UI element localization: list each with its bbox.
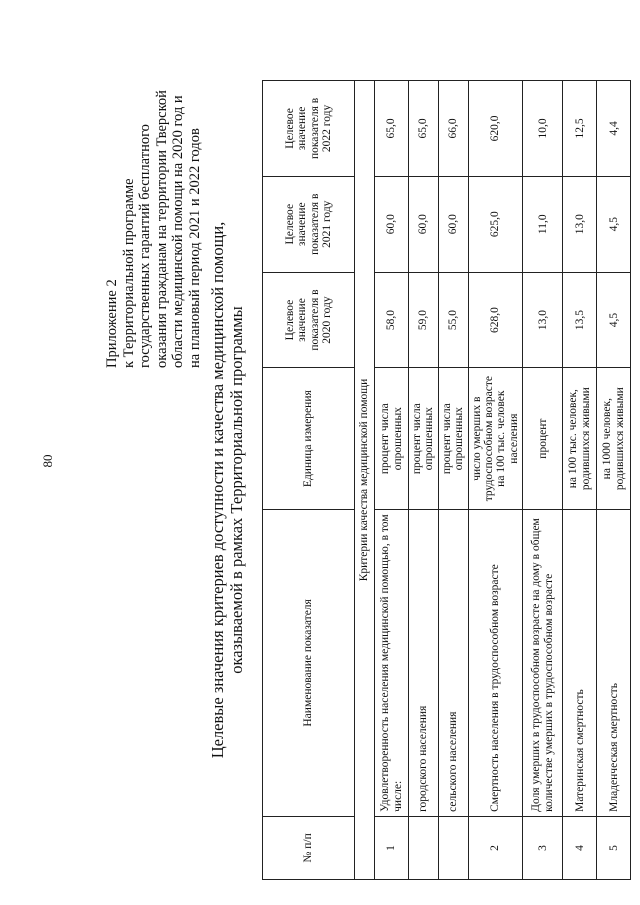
cell-unit: процент числа опрошенных	[375, 368, 409, 510]
cell-2022: 620,0	[468, 81, 523, 177]
cell-name: городского населения	[409, 509, 439, 816]
cell-name: сельского населения	[438, 509, 468, 816]
cell-unit: число умерших в трудоспособном возрасте на 100 тыс. человек населения	[468, 368, 523, 510]
cell-2021: 11,0	[523, 176, 563, 272]
header-2021: Целевое значение показателя в 2021 году	[263, 176, 355, 272]
section-row	[355, 81, 375, 880]
appendix-line: Приложение 2	[104, 279, 120, 368]
cell-2020: 4,5	[597, 272, 631, 368]
cell-2020: 59,0	[409, 272, 439, 368]
cell-2020: 13,0	[523, 272, 563, 368]
table-header-row	[263, 81, 355, 880]
header-2020: Целевое значение показателя в 2020 году	[263, 272, 355, 368]
table-row	[375, 81, 409, 880]
cell-2022: 65,0	[409, 81, 439, 177]
table-row	[409, 81, 439, 880]
cell-2022: 65,0	[375, 81, 409, 177]
title-line: Целевые значения критериев доступности и качества медицинской помощи,	[208, 221, 227, 759]
appendix-line: государственных гарантий бесплатного	[137, 124, 154, 368]
table-row	[597, 81, 631, 880]
header-unit: Единица измерения	[263, 368, 355, 510]
cell-unit: процент числа опрошенных	[409, 368, 439, 510]
cell-unit: на 1000 человек, родившихся живыми	[597, 368, 631, 510]
appendix-line: оказания гражданам на территории Тверской	[153, 90, 170, 368]
title-line: оказываемой в рамках Территориальной программы	[226, 306, 246, 674]
cell-num	[409, 816, 439, 879]
table-row	[523, 81, 563, 880]
cell-unit: процент числа опрошенных	[438, 368, 468, 510]
cell-num: 4	[563, 816, 597, 879]
cell-2022: 66,0	[438, 81, 468, 177]
cell-2021: 60,0	[375, 176, 409, 272]
cell-name: Удовлетворенность населения медицинской помощью, в том числе:	[375, 509, 409, 816]
cell-2021: 625,0	[468, 176, 523, 272]
cell-num: 1	[375, 816, 409, 879]
page-number: 80	[40, 454, 55, 468]
cell-num: 2	[468, 816, 523, 879]
appendix-line: на плановый период 2021 и 2022 годов	[186, 128, 203, 368]
cell-num: 5	[597, 816, 631, 879]
section-title: Критерии качества медицинской помощи	[355, 81, 375, 880]
table-row	[563, 81, 597, 880]
cell-unit: процент	[523, 368, 563, 510]
cell-unit: на 100 тыс. человек, родившихся живыми	[563, 368, 597, 510]
cell-2020: 55,0	[438, 272, 468, 368]
appendix-line: области медицинской помощи на 2020 год и	[170, 95, 187, 368]
cell-name: Смертность населения в трудоспособном возрасте	[468, 509, 523, 816]
table-row	[438, 81, 468, 880]
document-title	[209, 100, 246, 880]
header-2022: Целевое значение показателя в 2022 году	[263, 81, 355, 177]
cell-name: Доля умерших в трудоспособном возрасте на дому в общем количестве умерших в трудоспособном возрасте	[523, 509, 563, 816]
cell-2020: 58,0	[375, 272, 409, 368]
cell-num	[438, 816, 468, 879]
cell-name: Младенческая смертность	[597, 509, 631, 816]
cell-2021: 60,0	[438, 176, 468, 272]
header-num: № п/п	[263, 816, 355, 879]
cell-2021: 60,0	[409, 176, 439, 272]
cell-2020: 13,5	[563, 272, 597, 368]
cell-2022: 10,0	[523, 81, 563, 177]
cell-name: Материнская смертность	[563, 509, 597, 816]
cell-2021: 4,5	[597, 176, 631, 272]
cell-num: 3	[523, 816, 563, 879]
appendix-header	[104, 38, 204, 368]
header-name: Наименование показателя	[263, 509, 355, 816]
cell-2022: 4,4	[597, 81, 631, 177]
criteria-table	[262, 80, 631, 880]
cell-2020: 628,0	[468, 272, 523, 368]
table-row	[468, 81, 523, 880]
appendix-line: к Территориальной программе	[120, 178, 137, 368]
cell-2022: 12,5	[563, 81, 597, 177]
cell-2021: 13,0	[563, 176, 597, 272]
